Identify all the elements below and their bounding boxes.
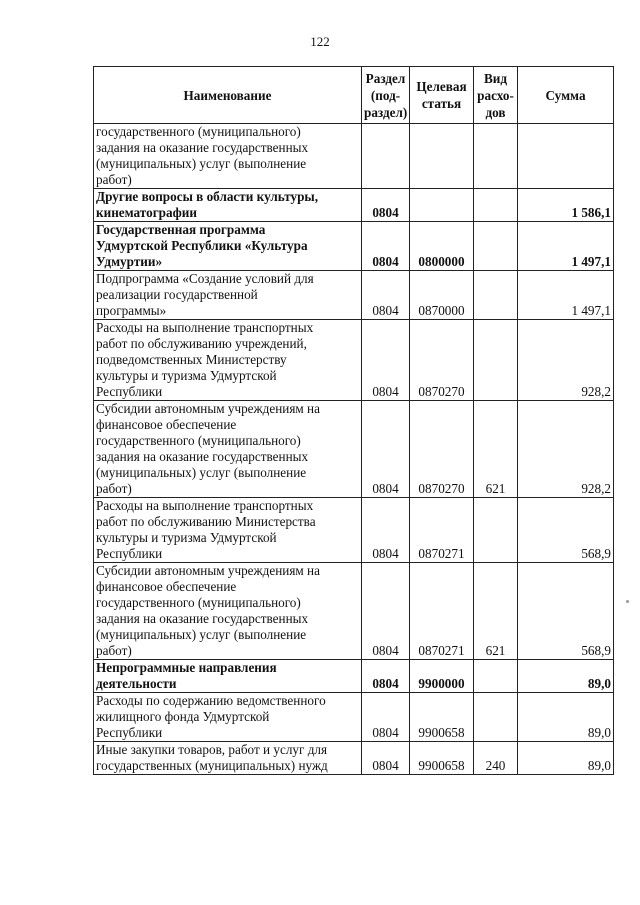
row-name: Государственная программа Удмуртской Республики «Культура Удмуртии» bbox=[94, 222, 362, 271]
row-kind: 621 bbox=[474, 401, 518, 498]
row-name: Другие вопросы в области культуры, кинематографии bbox=[94, 189, 362, 222]
row-section: 0804 bbox=[362, 563, 410, 660]
row-sum: 89,0 bbox=[518, 693, 614, 742]
row-kind bbox=[474, 693, 518, 742]
header-kind: Вид расхо-дов bbox=[474, 67, 518, 124]
row-kind bbox=[474, 124, 518, 189]
row-target: 0800000 bbox=[410, 222, 474, 271]
row-target: 0870270 bbox=[410, 401, 474, 498]
scan-speck bbox=[626, 600, 629, 603]
row-name: Расходы по содержанию ведомственного жилищного фонда Удмуртской Республики bbox=[94, 693, 362, 742]
row-kind bbox=[474, 271, 518, 320]
page-number: 122 bbox=[310, 34, 330, 49]
row-section: 0804 bbox=[362, 742, 410, 775]
row-kind: 621 bbox=[474, 563, 518, 660]
row-name: Подпрограмма «Создание условий для реализации государственной программы» bbox=[94, 271, 362, 320]
row-section bbox=[362, 124, 410, 189]
row-sum: 568,9 bbox=[518, 498, 614, 563]
row-name: Субсидии автономным учреждениям на финансовое обеспечение государственного (муниципального) задания на оказание государственных (муниципальных) услуг (выполнение работ) bbox=[94, 401, 362, 498]
row-name: Субсидии автономным учреждениям на финансовое обеспечение государственного (муниципального) задания на оказание государственных (муниципальных) услуг (выполнение работ) bbox=[94, 563, 362, 660]
row-name: государственного (муниципального) задания на оказание государственных (муниципальных) услуг (выполнение работ) bbox=[94, 124, 362, 189]
row-kind bbox=[474, 222, 518, 271]
table-row bbox=[94, 271, 614, 320]
table-row bbox=[94, 401, 614, 498]
header-target: Целевая статья bbox=[410, 67, 474, 124]
row-sum: 89,0 bbox=[518, 742, 614, 775]
row-section: 0804 bbox=[362, 693, 410, 742]
header-sum: Сумма bbox=[518, 67, 614, 124]
table-row bbox=[94, 320, 614, 401]
row-section: 0804 bbox=[362, 222, 410, 271]
table-row bbox=[94, 498, 614, 563]
row-kind: 240 bbox=[474, 742, 518, 775]
row-target bbox=[410, 124, 474, 189]
row-sum: 928,2 bbox=[518, 401, 614, 498]
row-kind bbox=[474, 498, 518, 563]
table-row bbox=[94, 189, 614, 222]
table-row bbox=[94, 693, 614, 742]
row-target: 0870000 bbox=[410, 271, 474, 320]
row-target: 9900658 bbox=[410, 693, 474, 742]
row-kind bbox=[474, 660, 518, 693]
row-name: Иные закупки товаров, работ и услуг для государственных (муниципальных) нужд bbox=[94, 742, 362, 775]
header-name: Наименование bbox=[94, 67, 362, 124]
header-section: Раздел (под-раздел) bbox=[362, 67, 410, 124]
row-section: 0804 bbox=[362, 189, 410, 222]
row-name: Расходы на выполнение транспортных работ по обслуживанию Министерства культуры и туризма Удмуртской Республики bbox=[94, 498, 362, 563]
row-sum: 928,2 bbox=[518, 320, 614, 401]
row-target: 0870270 bbox=[410, 320, 474, 401]
row-sum: 89,0 bbox=[518, 660, 614, 693]
table-row bbox=[94, 660, 614, 693]
table-row bbox=[94, 124, 614, 189]
row-section: 0804 bbox=[362, 320, 410, 401]
row-section: 0804 bbox=[362, 660, 410, 693]
table-row bbox=[94, 222, 614, 271]
row-sum: 568,9 bbox=[518, 563, 614, 660]
table-row bbox=[94, 563, 614, 660]
row-kind bbox=[474, 189, 518, 222]
row-sum: 1 586,1 bbox=[518, 189, 614, 222]
row-sum: 1 497,1 bbox=[518, 271, 614, 320]
table-row bbox=[94, 742, 614, 775]
row-target bbox=[410, 189, 474, 222]
row-sum: 1 497,1 bbox=[518, 222, 614, 271]
row-target: 0870271 bbox=[410, 563, 474, 660]
budget-table bbox=[93, 66, 614, 775]
row-section: 0804 bbox=[362, 401, 410, 498]
row-kind bbox=[474, 320, 518, 401]
row-section: 0804 bbox=[362, 271, 410, 320]
row-target: 9900658 bbox=[410, 742, 474, 775]
row-name: Расходы на выполнение транспортных работ по обслуживанию учреждений, подведомственных Министерству культуры и туризма Удмуртской Республики bbox=[94, 320, 362, 401]
row-target: 9900000 bbox=[410, 660, 474, 693]
row-section: 0804 bbox=[362, 498, 410, 563]
row-name: Непрограммные направления деятельности bbox=[94, 660, 362, 693]
row-sum bbox=[518, 124, 614, 189]
table-header-row bbox=[94, 67, 614, 124]
row-target: 0870271 bbox=[410, 498, 474, 563]
